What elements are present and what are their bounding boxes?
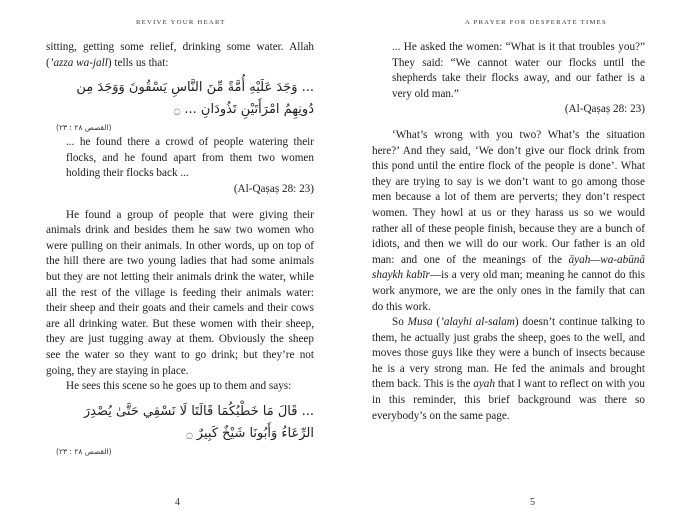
arabic-verse: ... وَجَدَ عَلَيْهِ أُمَّةً مِّنَ النَّاسِ يَسْقُونَ وَوَجَدَ مِن دُونِهِمُ امْرَأَتَيْنِ تَذُودَانِ ... ۝ (58, 77, 314, 121)
verse-translation: ... he found there a crowd of people watering their flocks, and he found apart from them two women holding their flocks back ... (66, 136, 314, 180)
body-paragraph: ‘What’s wrong with you two? What’s the situation here?’ And they said, ‘We don’t give our flock drink from this pond until the entire flock of the people is done’. What they are trying to say is we don’t want to go among those men because a lot of them are perverts; they don’t respect women. They howl at us or they harass us so we would rather all of these people finish, because they are a bunch of idiots, and then we will do our work. Our father is an old man: and one of the meanings of the āyah—wa-abūnā shaykh kabīr—is a very old man; meaning he cannot do this work anymore, we are the only ones in the family that can do this work. (372, 128, 645, 313)
verse-end-icon: ۝ (186, 426, 193, 440)
right-page (350, 0, 700, 511)
running-head: A PRAYER FOR DESPERATE TIMES (465, 19, 607, 26)
page-number: 4 (175, 497, 180, 508)
arabic-verse: ... قَالَ مَا خَطْبُكُمَا قَالَتَا لَا نَسْقِي حَتَّىٰ يُصْدِرَ الرِّعَاءُ وَأَبُونَا شَيْخٌ كَبِيرٌ ۝ (58, 401, 314, 445)
running-head: REVIVE YOUR HEART (136, 19, 226, 26)
body-paragraph: He sees this scene so he goes up to them and says: (66, 380, 292, 393)
intro-paragraph: sitting, getting some relief, drinking some water. Allah (’azza wa-jall) tells us that: (46, 41, 314, 69)
verse-translation: ... He asked the women: “What is it that troubles you?” They said: “We cannot water our flocks until the shepherds take their flocks away, and our father is a very old man.” (392, 41, 645, 100)
page-number: 5 (530, 497, 535, 508)
body-paragraph: He found a group of people that were giving their animals drink and besides them he saw two women who were pulling on their animals. In other words, up on top of the hill there are two young ladies that had some animals but they are not letting their animals drink the water, while all the rest of the village is feeding their animals water: their sheep and their goats and their camels and their cows are all drinking water. But these women with their sheep, they are just tugging away at them. Obviously the sheep see the water so they want to go drink; but they’re not going, they are staying in place. (46, 208, 314, 377)
verse-reference: (Al-Qaṣaṣ 28: 23) (564, 103, 645, 116)
verse-reference: (Al-Qaṣaṣ 28: 23) (233, 182, 314, 195)
arabic-verse-reference: (القصص ٢٨ : ٢٣) (56, 446, 112, 456)
arabic-verse-reference: (القصص ٢٨ : ٢٣) (56, 123, 112, 133)
right-page-body (372, 40, 645, 424)
verse-end-icon: ۝ (173, 103, 181, 117)
body-paragraph: So Musa (’alayhi al-salam) doesn’t continue talking to them, he actually just grabs the sheep, goes to the well, and moves those guys like they were a bunch of insects because he is a very strong man. He fed the animals and brought them back. This is the ayah that I want to reflect on with you in this reminder, this brief background was there so everybody’s on the same page. (372, 316, 645, 422)
left-page-body (46, 40, 314, 459)
